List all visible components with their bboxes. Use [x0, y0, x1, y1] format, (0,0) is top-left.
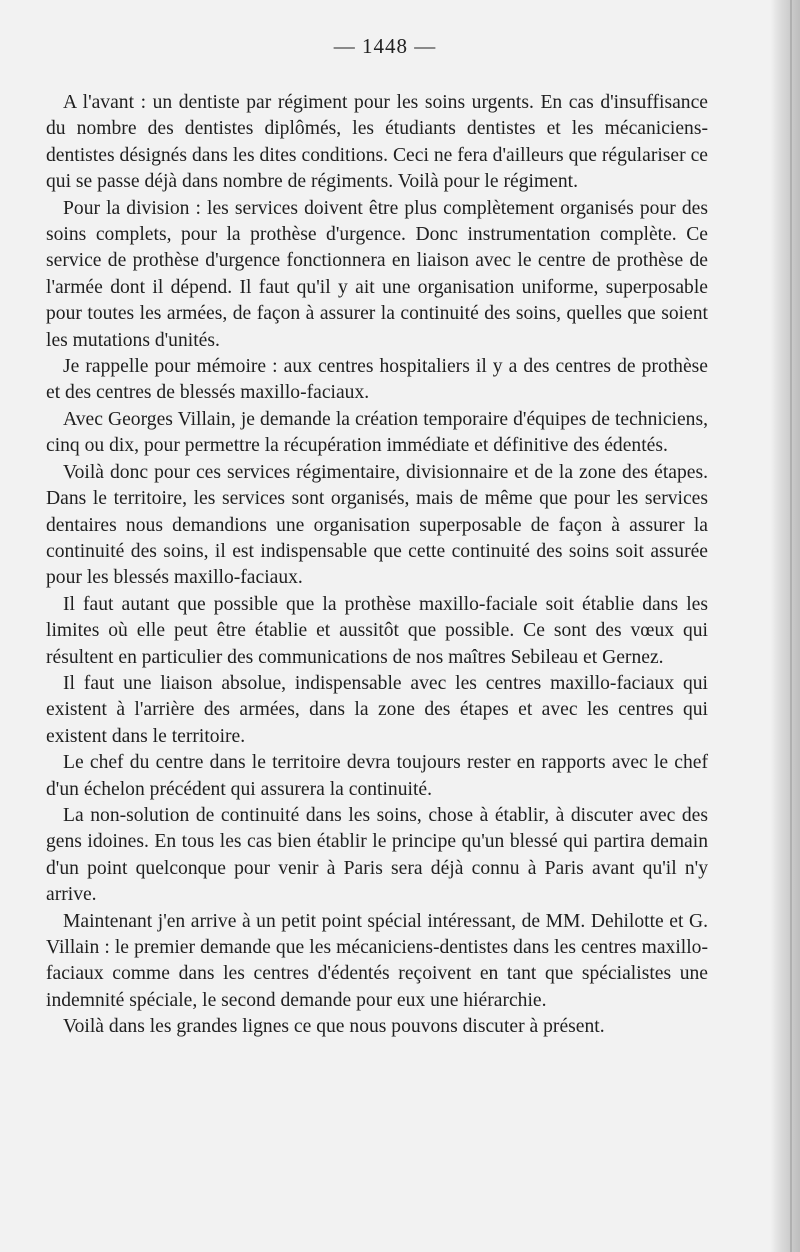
paragraph-11: Voilà dans les grandes lignes ce que nous pouvons discuter à présent. [63, 1016, 605, 1038]
paragraph-2: Pour la division : les services doivent être plus complètement organisés pour des soins complets, pour la prothèse d'urgence. Donc instrumentation complète. Ce service de prothèse d'urgence fonctionnera en liaison avec le centre de prothèse de l'armée dont il dépend. Il faut qu'il y ait une organisation uniforme, superposable pour toutes les armées, de façon à assurer la continuité des soins, quelles que soient les mutations d'unités. [46, 197, 708, 351]
paragraph-3: Je rappelle pour mémoire : aux centres hospitaliers il y a des centres de prothèse et des centres de blessés maxillo-faciaux. [46, 356, 708, 404]
paragraph-8: Le chef du centre dans le territoire devra toujours rester en rapports avec le chef d'un échelon précédent qui assurera la continuité. [46, 752, 708, 800]
paragraph-10: Maintenant j'en arrive à un petit point spécial intéressant, de MM. Dehilotte et G. Villain : le premier demande que les mécaniciens-dentistes dans les centres maxillo-faciaux comme dans les centres d'édentés reçoivent en tant que spécialistes une indemnité spéciale, le second demande pour eux une hiérarchie. [46, 910, 708, 1011]
paragraph-4: Avec Georges Villain, je demande la création temporaire d'équipes de techniciens, cinq ou dix, pour permettre la récupération immédiate et définitive des édentés. [46, 408, 708, 457]
paragraph-1: A l'avant : un dentiste par régiment pour les soins urgents. En cas d'insuffisance du nombre des dentistes diplômés, les étudiants dentistes et les mécaniciens-dentistes désignés dans les dites conditions. Ceci ne fera d'ailleurs que régulariser ce qui se passe déjà dans nombre de régiments. Voilà pour le régiment. [46, 92, 708, 193]
page-edge-shadow [790, 0, 792, 1252]
paragraph-9: La non-solution de continuité dans les soins, chose à établir, à discuter avec des gens idoines. En tous les cas bien établir le principe qu'un blessé qui partira demain d'un point quelconque pour venir à Paris sera déjà connu à Paris avant qu'il n'y arrive. [46, 804, 708, 906]
paragraph-6: Il faut autant que possible que la prothèse maxillo-faciale soit établie dans les limites où elle peut être établie et aussitôt que possible. Ce sont des vœux qui résultent en particulier des communications de nos maîtres Sebileau et Gernez. [46, 593, 708, 668]
paragraph-5: Voilà donc pour ces services régimentaire, divisionnaire et de la zone des étapes. Dans le territoire, les services sont organisés, mais de même que pour les services dentaires nous demandions une organisation superposable de façon à assurer la continuité des soins, il est indispensable que cette continuité des soins soit assurée pour les blessés maxillo-faciaux. [46, 461, 708, 589]
page-body [46, 90, 708, 1041]
paragraph-7: Il faut une liaison absolue, indispensable avec les centres maxillo-faciaux qui existent à l'arrière des armées, dans la zone des étapes et avec les centres qui existent dans le territoire. [46, 672, 708, 747]
page-number-header: — 1448 — [333, 34, 437, 58]
